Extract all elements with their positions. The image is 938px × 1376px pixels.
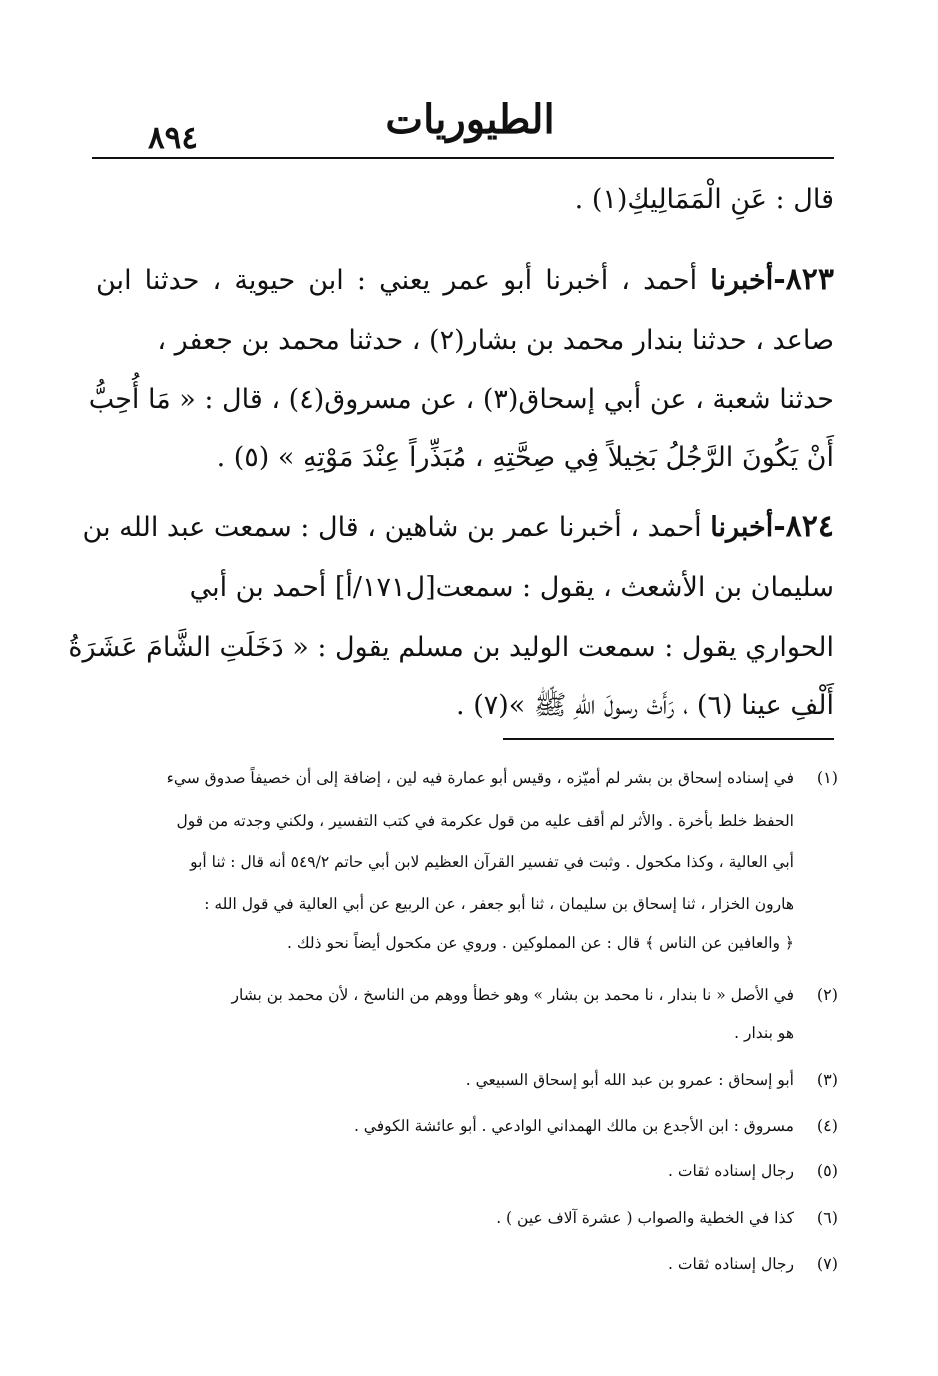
footnote-marker: (٣) [816, 1070, 838, 1089]
footnote-marker: (٥) [816, 1161, 838, 1180]
footnote-1-line-3: أبي العالية ، وكذا مكحول . وثبت في تفسير القرآن العظيم لابن أبي حاتم ٥٤٩/٢ أنه قال : ثنا أبو [190, 853, 794, 871]
narration-keyword: أخبرنا [710, 512, 774, 543]
narration-823-line-2: صاعد ، حدثنا بندار محمد بن بشار(٢) ، حدثنا محمد بن جعفر ، [157, 325, 834, 356]
narration-823-line-3: حدثنا شعبة ، عن أبي إسحاق(٣) ، عن مسروق(٤) ، قال : « مَا أُحِبُّ [88, 384, 834, 415]
narration-824-line-1 [82, 505, 834, 550]
footnote-7 [96, 1249, 838, 1279]
footnote-text: في الأصل « نا بندار ، نا محمد بن بشار » وهو خطأ ووهم من الناسخ ، لأن محمد بن بشار [231, 986, 794, 1004]
narration-text: أحمد ، أخبرنا أبو عمر يعني : ابن حيوية ، حدثنا ابن [96, 265, 711, 296]
header-divider [92, 157, 834, 159]
footnote-marker: (٢) [816, 985, 838, 1004]
footnote-divider [503, 738, 834, 740]
narration-824-line-2: سليمان بن الأشعث ، يقول : سمعت[ل١٧١/أ] أحمد بن أبي [189, 572, 834, 603]
footnote-5 [96, 1156, 838, 1186]
footnote-text: كذا في الخطية والصواب ( عشرة آلاف عين ) . [496, 1209, 794, 1227]
narration-824-line-3: الحواري يقول : سمعت الوليد بن مسلم يقول : « دَخَلَتِ الشَّامَ عَشَرَةُ [68, 632, 834, 663]
footnote-1-line-1 [96, 763, 838, 793]
footnote-1-line-4: هارون الخزار ، ثنا إسحاق بن سليمان ، ثنا أبو جعفر ، عن الربيع عن أبي العالية في قول الله : [204, 895, 794, 913]
narration-text: أحمد ، أخبرنا عمر بن شاهين ، قال : سمعت عبد الله بن [82, 512, 711, 543]
page-number: ٨٩٤ [148, 120, 198, 156]
narration-number: ٨٢٣- [773, 262, 834, 297]
footnote-marker: (١) [816, 768, 838, 787]
footnote-1-line-5: ﴿ والعافين عن الناس ﴾ قال : عن المملوكين . وروي عن مكحول أيضاً نحو ذلك . [286, 934, 794, 952]
footnote-text: في إسناده إسحاق بن بشر لم أميّزه ، وقيس أبو عمارة فيه لين ، إضافة إلى أن خصيفاً صدوق سيء [166, 769, 794, 787]
footnote-text: مسروق : ابن الأجدع بن مالك الهمداني الوادعي . أبو عائشة الكوفي . [353, 1117, 794, 1135]
narration-823-line-4: أَنْ يَكُونَ الرَّجُلُ بَخِيلاً فِي صِحَّتِهِ ، مُبَذِّراً عِنْدَ مَوْتِهِ » (٥) . [216, 442, 834, 473]
footnote-2-line-2: هو بندار . [734, 1024, 794, 1042]
footnote-6 [96, 1203, 838, 1233]
footnote-text: أبو إسحاق : عمرو بن عبد الله أبو إسحاق السبيعي . [465, 1071, 794, 1089]
narration-823-line-1 [96, 258, 834, 303]
narration-824-line-4: أَلْفِ عينا (٦) ، رَأَتْ رسولَ اللهِ ﷺ »(٧) . [456, 690, 834, 721]
footnote-text: رجال إسناده ثقات . [668, 1255, 794, 1273]
footnote-1-line-2: الحفظ خلط بأخرة . والأثر لم أقف عليه من قول عكرمة في كتب التفسير ، ولكني وجدته من قول [176, 812, 794, 830]
footnote-marker: (٦) [816, 1208, 838, 1227]
narration-number: ٨٢٤- [773, 509, 834, 544]
narration-keyword: أخبرنا [710, 265, 774, 296]
footnote-4 [96, 1111, 838, 1141]
footnote-text: رجال إسناده ثقات . [668, 1162, 794, 1180]
footnote-marker: (٧) [816, 1254, 838, 1273]
text-line-1: قال : عَنِ الْمَمَالِيكِ(١) . [574, 184, 834, 215]
book-title: الطيوريات [385, 96, 555, 143]
footnote-3 [96, 1065, 838, 1095]
footnote-marker: (٤) [816, 1116, 838, 1135]
footnote-2-line-1 [96, 980, 838, 1010]
